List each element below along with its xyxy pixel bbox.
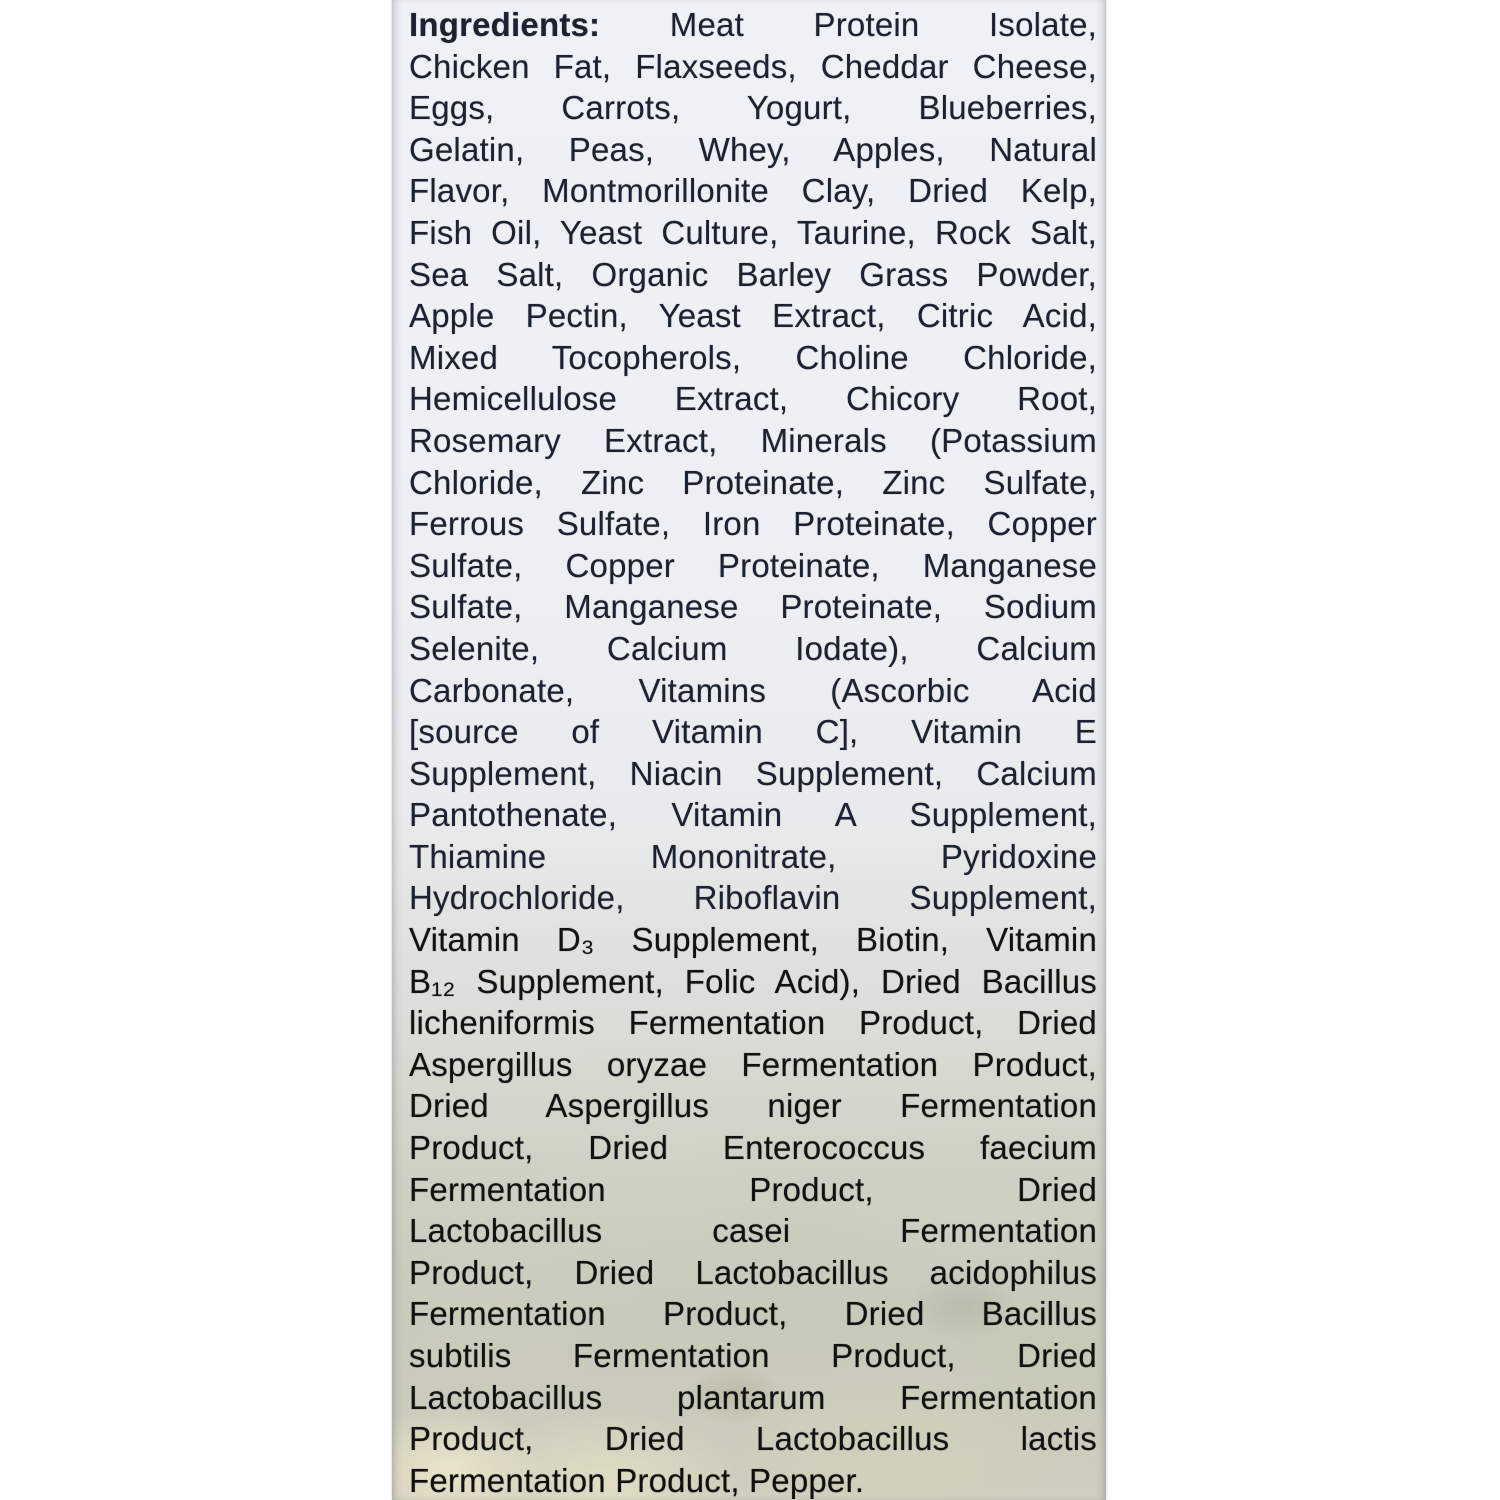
ingredients-line: Thiamine Mononitrate, Pyridoxine <box>409 837 1097 875</box>
ingredients-line: B₁₂ Supplement, Folic Acid), Dried Bacillus <box>409 962 1097 1000</box>
ingredients-line: Chicken Fat, Flaxseeds, Cheddar Cheese, <box>409 47 1097 85</box>
ingredients-line: licheniformis Fermentation Product, Dried <box>409 1004 1097 1042</box>
ingredients-first-line-text: Meat Protein Isolate, <box>669 6 1097 43</box>
ingredients-line: Fermentation Product, Dried Bacillus <box>409 1295 1097 1333</box>
ingredients-line: Eggs, Carrots, Yogurt, Blueberries, <box>409 89 1097 127</box>
ingredients-line: Chloride, Zinc Proteinate, Zinc Sulfate, <box>409 463 1097 501</box>
ingredients-line: Supplement, Niacin Supplement, Calcium <box>409 754 1097 792</box>
ingredients-line: Hydrochloride, Riboflavin Supplement, <box>409 879 1097 917</box>
ingredients-line: Product, Dried Lactobacillus lactis <box>409 1420 1097 1458</box>
ingredient-label-photo <box>392 0 1106 1500</box>
ingredients-line: Rosemary Extract, Minerals (Potassium <box>409 421 1097 459</box>
ingredients-line: subtilis Fermentation Product, Dried <box>409 1337 1097 1374</box>
ingredients-line: Mixed Tocopherols, Choline Chloride, <box>409 338 1097 376</box>
ingredients-line: Sulfate, Copper Proteinate, Manganese <box>409 546 1097 584</box>
ingredients-line: Lactobacillus casei Fermentation <box>409 1212 1097 1250</box>
ingredients-line: Carbonate, Vitamins (Ascorbic Acid <box>409 671 1097 709</box>
ingredients-line: Ferrous Sulfate, Iron Proteinate, Copper <box>409 505 1097 543</box>
ingredients-line-last: Fermentation Product, Pepper. <box>409 1461 865 1499</box>
ingredients-heading: Ingredients: <box>409 6 601 43</box>
ingredients-line: Dried Aspergillus niger Fermentation <box>409 1087 1097 1125</box>
ingredients-line: Selenite, Calcium Iodate), Calcium <box>409 629 1097 667</box>
ingredients-line: Sulfate, Manganese Proteinate, Sodium <box>409 588 1097 626</box>
ingredients-line-first <box>409 4 1097 46</box>
ingredients-line: Lactobacillus plantarum Fermentation <box>409 1378 1097 1416</box>
ingredients-line: [source of Vitamin C], Vitamin E <box>409 713 1097 751</box>
ingredients-line: Sea Salt, Organic Barley Grass Powder, <box>409 255 1097 293</box>
ingredients-line: Gelatin, Peas, Whey, Apples, Natural <box>409 130 1097 168</box>
ingredients-paragraph <box>409 4 1097 1500</box>
ingredients-line: Product, Dried Enterococcus faecium <box>409 1129 1097 1167</box>
ingredients-line: Apple Pectin, Yeast Extract, Citric Acid, <box>409 297 1097 335</box>
ingredients-line: Vitamin D₃ Supplement, Biotin, Vitamin <box>409 921 1097 959</box>
ingredients-line: Hemicellulose Extract, Chicory Root, <box>409 380 1097 418</box>
ingredients-line: Fish Oil, Yeast Culture, Taurine, Rock Salt, <box>409 213 1097 251</box>
ingredients-line: Product, Dried Lactobacillus acidophilus <box>409 1253 1097 1291</box>
ingredients-lines <box>409 46 1097 1460</box>
ingredients-line: Fermentation Product, Dried <box>409 1170 1097 1208</box>
ingredients-line: Aspergillus oryzae Fermentation Product, <box>409 1045 1097 1083</box>
ingredients-line: Pantothenate, Vitamin A Supplement, <box>409 796 1097 834</box>
ingredients-line: Flavor, Montmorillonite Clay, Dried Kelp, <box>409 172 1097 210</box>
